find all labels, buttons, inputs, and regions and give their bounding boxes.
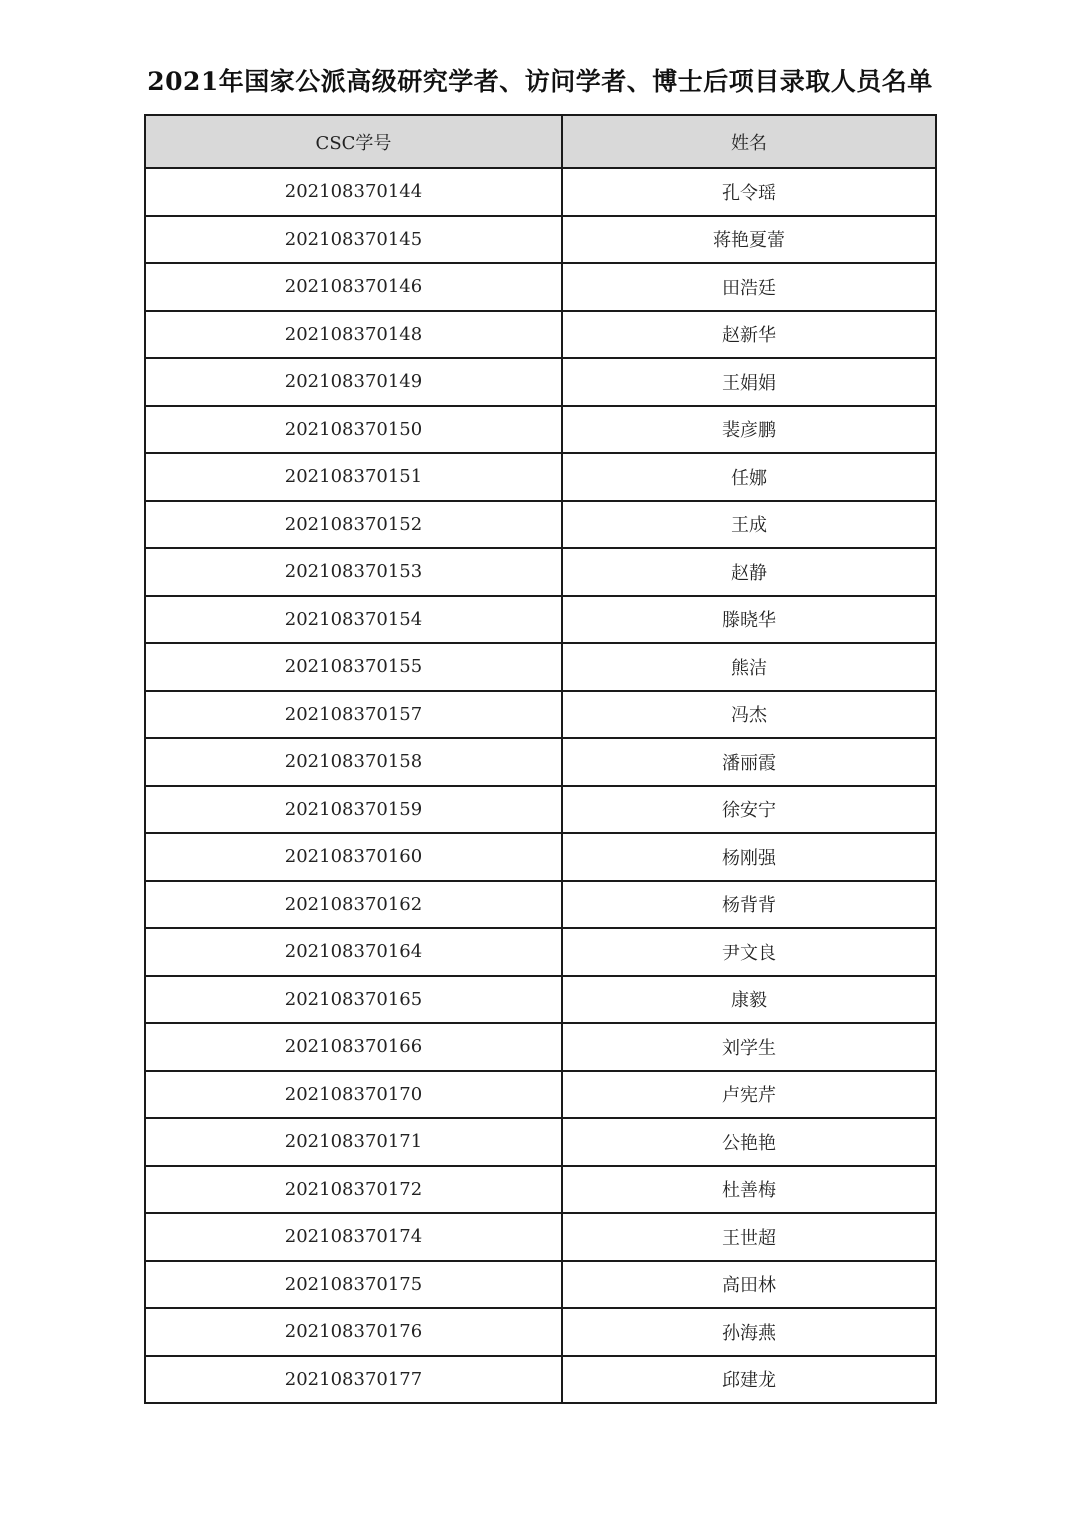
name-cell: 熊洁 [562,643,936,691]
table-row [145,881,936,929]
name-cell: 王世超 [562,1213,936,1261]
admission-table [144,114,937,1404]
name-cell: 任娜 [562,453,936,501]
name-cell: 杜善梅 [562,1166,936,1214]
csc-id-cell: 202108370148 [145,311,562,359]
name-cell: 潘丽霞 [562,738,936,786]
name-cell: 杨刚强 [562,833,936,881]
table-row [145,453,936,501]
name-cell: 尹文良 [562,928,936,976]
table-row [145,1118,936,1166]
table-row [145,1023,936,1071]
name-cell: 孔令瑶 [562,168,936,216]
table-row [145,501,936,549]
name-cell: 徐安宁 [562,786,936,834]
table-row [145,833,936,881]
table-row [145,1308,936,1356]
csc-id-cell: 202108370162 [145,881,562,929]
csc-id-cell: 202108370154 [145,596,562,644]
csc-id-cell: 202108370172 [145,1166,562,1214]
name-cell: 杨背背 [562,881,936,929]
name-cell: 田浩廷 [562,263,936,311]
csc-id-cell: 202108370144 [145,168,562,216]
csc-id-cell: 202108370160 [145,833,562,881]
name-cell: 刘学生 [562,1023,936,1071]
table-row [145,738,936,786]
table-row [145,263,936,311]
table-row [145,358,936,406]
csc-id-cell: 202108370155 [145,643,562,691]
csc-id-cell: 202108370177 [145,1356,562,1404]
name-cell: 邱建龙 [562,1356,936,1404]
table-row [145,596,936,644]
csc-id-cell: 202108370157 [145,691,562,739]
name-cell: 孙海燕 [562,1308,936,1356]
csc-id-cell: 202108370174 [145,1213,562,1261]
table-row [145,548,936,596]
name-cell: 王娟娟 [562,358,936,406]
name-cell: 康毅 [562,976,936,1024]
name-cell: 公艳艳 [562,1118,936,1166]
name-cell: 王成 [562,501,936,549]
name-cell: 赵静 [562,548,936,596]
csc-id-cell: 202108370149 [145,358,562,406]
column-header-csc-id: CSC学号 [145,115,562,168]
csc-id-cell: 202108370145 [145,216,562,264]
table-row [145,1356,936,1404]
name-cell: 蒋艳夏蕾 [562,216,936,264]
table-row [145,1261,936,1309]
csc-id-cell: 202108370152 [145,501,562,549]
name-cell: 赵新华 [562,311,936,359]
table-row [145,311,936,359]
column-header-name: 姓名 [562,115,936,168]
csc-id-cell: 202108370150 [145,406,562,454]
table-row [145,1213,936,1261]
csc-id-cell: 202108370165 [145,976,562,1024]
csc-id-cell: 202108370176 [145,1308,562,1356]
csc-id-cell: 202108370170 [145,1071,562,1119]
table-row [145,976,936,1024]
table-row [145,168,936,216]
name-cell: 卢宪芹 [562,1071,936,1119]
table-row [145,928,936,976]
table-header-row [145,115,936,168]
table-row [145,786,936,834]
table-row [145,691,936,739]
document-title: 2021年国家公派高级研究学者、访问学者、博士后项目录取人员名单 [147,67,933,96]
csc-id-cell: 202108370159 [145,786,562,834]
table-body [145,168,936,1403]
csc-id-cell: 202108370166 [145,1023,562,1071]
table-row [145,1166,936,1214]
table-row [145,406,936,454]
name-cell: 滕晓华 [562,596,936,644]
csc-id-cell: 202108370164 [145,928,562,976]
table-row [145,216,936,264]
name-cell: 高田林 [562,1261,936,1309]
csc-id-cell: 202108370153 [145,548,562,596]
csc-id-cell: 202108370146 [145,263,562,311]
name-cell: 冯杰 [562,691,936,739]
table-row [145,1071,936,1119]
csc-id-cell: 202108370175 [145,1261,562,1309]
csc-id-cell: 202108370158 [145,738,562,786]
name-cell: 裴彦鹏 [562,406,936,454]
table-row [145,643,936,691]
csc-id-cell: 202108370171 [145,1118,562,1166]
csc-id-cell: 202108370151 [145,453,562,501]
